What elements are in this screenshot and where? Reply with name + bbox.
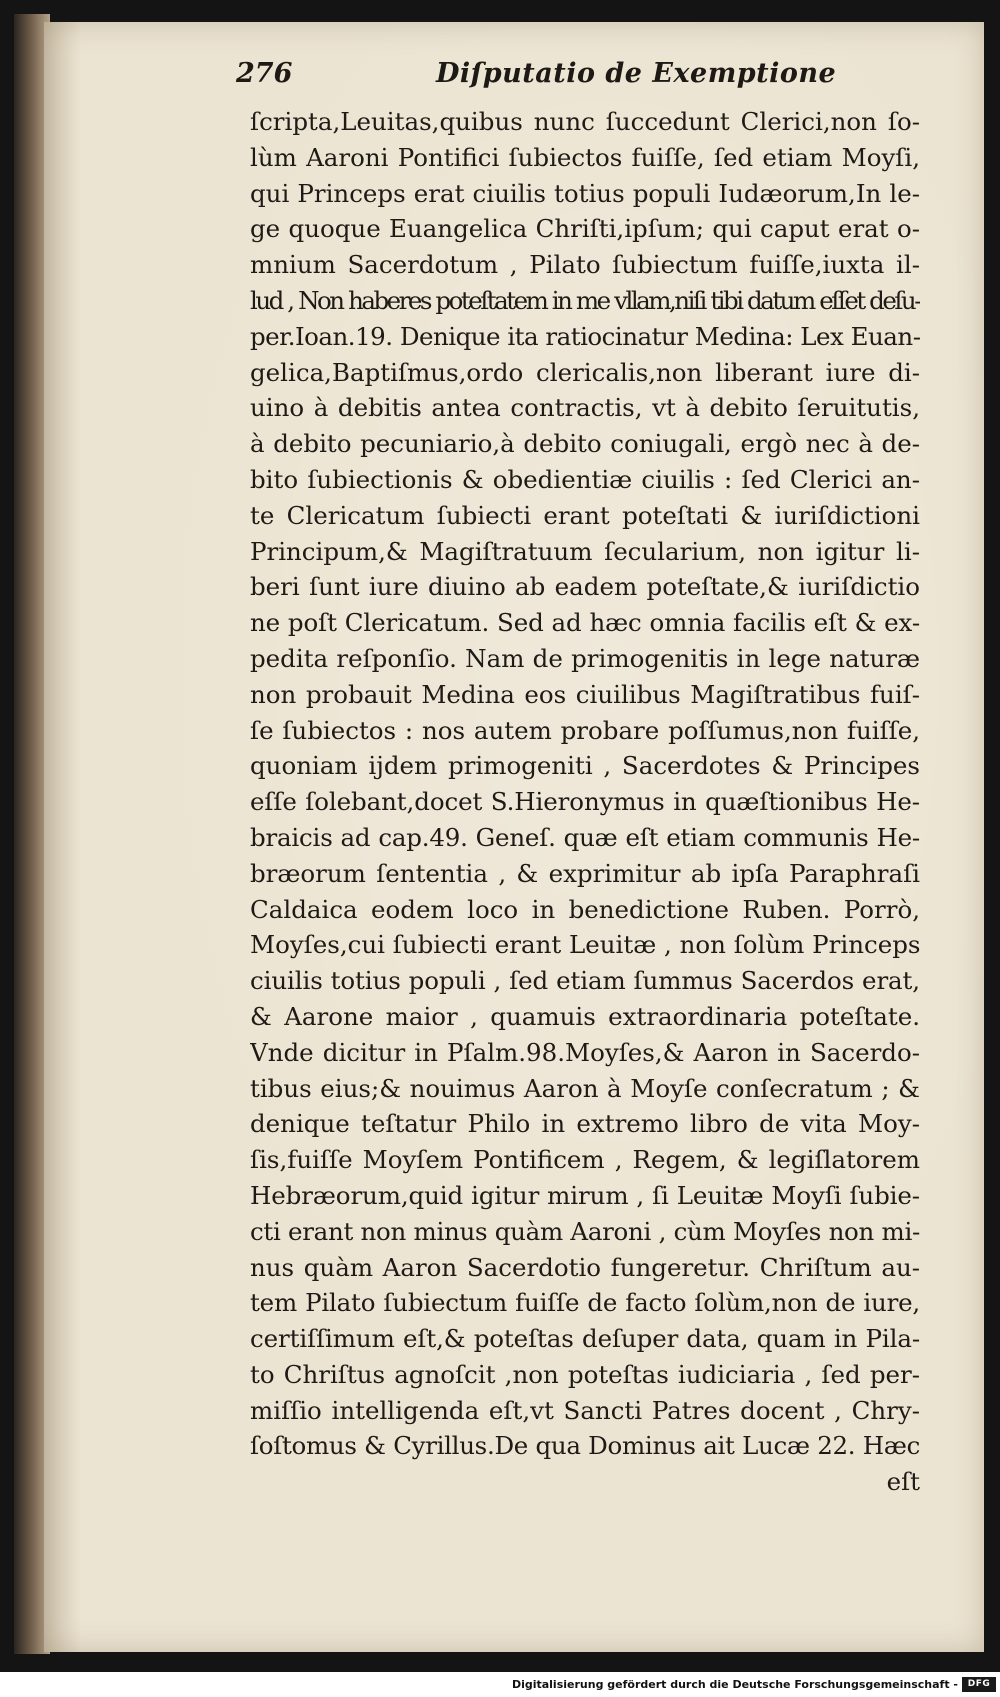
text-line: ſis,fuiſſe Moyſem Pontificem , Regem, & legiſlatorem: [250, 1145, 920, 1175]
text-line: per.Ioan.19. Denique ita ratiocinatur Medina: Lex Euan-: [250, 321, 920, 351]
text-line: non probauit Medina eos ciuilibus Magiſtratibus fuiſ-: [250, 679, 920, 709]
text-line: Vnde dicitur in Pſalm.98.Moyſes,& Aaron in Sacerdo-: [250, 1037, 920, 1067]
text-line: to Chriſtus agnoſcit ,non poteſtas iudiciaria , ſed per-: [250, 1359, 920, 1389]
text-line: bito ſubiectionis & obedientiæ ciuilis : ſed Clerici an-: [250, 464, 920, 494]
text-line: uino à debitis antea contractis, vt à debito ſeruitutis,: [250, 393, 920, 423]
text-line: ne poſt Clericatum. Sed ad hæc omnia facilis eſt & ex-: [250, 608, 920, 638]
text-line: nus quàm Aaron Sacerdotio fungeretur. Chriſtum au-: [250, 1252, 920, 1282]
text-line: quoniam ijdem primogeniti , Sacerdotes & Principes: [250, 751, 920, 781]
running-title: Diſputatio de Exemptione: [436, 58, 837, 89]
text-line: tibus eius;& nouimus Aaron à Moyſe conſecratum ; &: [250, 1073, 920, 1103]
text-line: denique teſtatur Philo in extremo libro de vita Moy-: [250, 1109, 920, 1139]
text-line: eſt: [886, 1467, 920, 1497]
page-number: 276: [236, 58, 293, 89]
text-line: tem Pilato ſubiectum fuiſſe de facto ſolùm,non de iure,: [250, 1288, 920, 1318]
text-line: certiſſimum eſt,& poteſtas deſuper data, quam in Pila-: [250, 1324, 920, 1354]
text-line: mnium Sacerdotum , Pilato ſubiectum fuiſſe,iuxta il-: [250, 250, 920, 280]
text-line: & Aarone maior , quamuis extraordinaria poteſtate.: [250, 1001, 920, 1031]
text-line: bræorum ſententia , & exprimitur ab ipſa Paraphraſi: [250, 858, 920, 888]
text-line: cti erant non minus quàm Aaroni , cùm Moyſes non mi-: [250, 1216, 920, 1246]
text-line: lud , Non haberes poteſtatem in me vllam,niſi tibi datum eſſet deſu-: [250, 285, 920, 315]
text-line: Moyſes,cui ſubiecti erant Leuitæ , non ſolùm Princeps: [250, 930, 920, 960]
dfg-logo: DFG: [962, 1677, 996, 1692]
text-line: braicis ad cap.49. Geneſ. quæ eſt etiam communis He-: [250, 822, 920, 852]
text-line: qui Princeps erat ciuilis totius populi Iudæorum,In le-: [250, 178, 920, 208]
text-line: ciuilis totius populi , ſed etiam ſummus Sacerdos erat,: [250, 966, 920, 996]
text-line: miſſio intelligenda eſt,vt Sancti Patres docent , Chry-: [250, 1395, 920, 1425]
text-line: Hebræorum,quid igitur mirum , ſi Leuitæ Moyſi ſubie-: [250, 1180, 920, 1210]
text-line: ſe ſubiectos : nos autem probare poſſumus,non fuiſſe,: [250, 715, 920, 745]
text-line: ſcripta,Leuitas,quibus nunc ſuccedunt Clerici,non ſo-: [250, 107, 920, 136]
text-line: Principum,& Magiſtratuum ſecularium, non igitur li-: [250, 536, 920, 566]
text-line: gelica,Baptiſmus,ordo clericalis,non liberant iure di-: [250, 357, 920, 387]
text-line: Caldaica eodem loco in benedictione Ruben. Porrò,: [250, 894, 920, 924]
text-line: lùm Aaroni Pontifici ſubiectos fuiſſe, ſed etiam Moyſi,: [250, 142, 920, 172]
text-line: te Clericatum ſubiecti erant poteſtati & iuriſdictioni: [250, 500, 920, 530]
footer: [0, 1676, 1000, 1697]
text-line: à debito pecuniario,à debito coniugali, ergò nec à de-: [250, 429, 920, 459]
text-line: pedita reſponſio. Nam de primogenitis in lege naturæ: [250, 643, 920, 673]
text-line: ſoſtomus & Cyrillus.De qua Dominus ait Lucæ 22. Hæc: [250, 1431, 920, 1461]
funding-credit: Digitalisierung gefördert durch die Deutsche Forschungsgemeinschaft -: [511, 1678, 958, 1691]
text-line: eſſe ſolebant,docet S.Hieronymus in quæſtionibus He-: [250, 787, 920, 817]
page-header: [236, 58, 916, 98]
text-line: beri ſunt iure diuino ab eadem poteſtate,& iuriſdictio: [250, 572, 920, 602]
text-line: ge quoque Euangelica Chriſti,ipſum; qui caput erat o-: [250, 214, 920, 244]
body-text: [250, 104, 920, 1500]
